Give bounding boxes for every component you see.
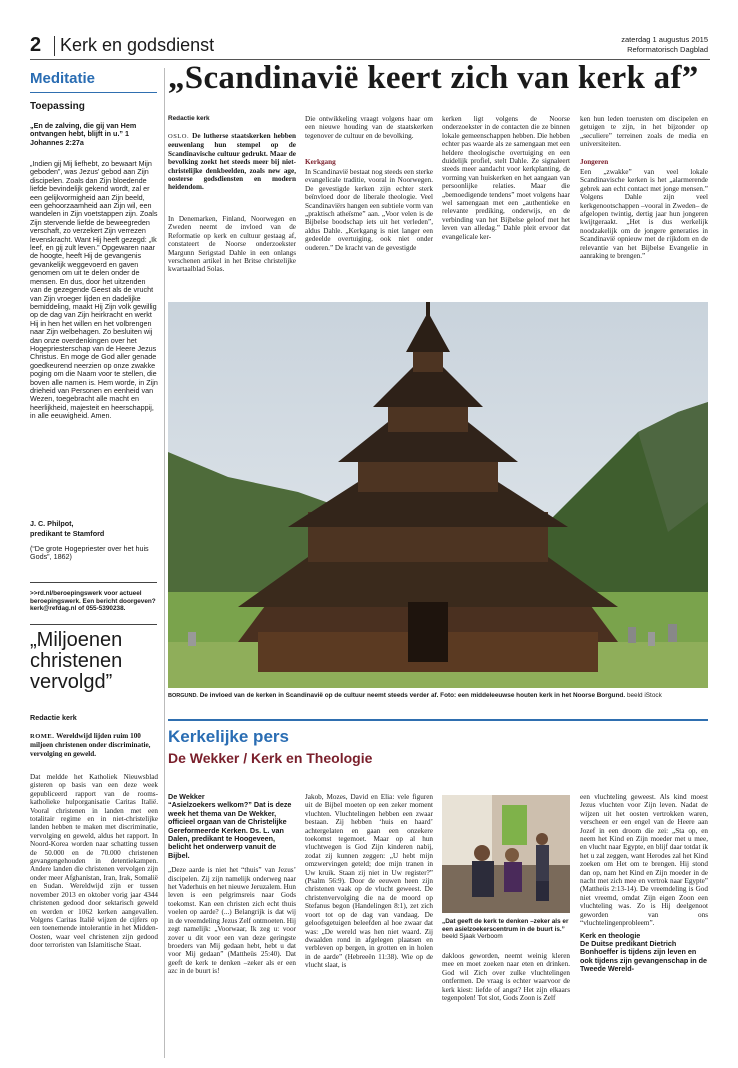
main-subhead-jongeren: Jongeren <box>580 158 609 166</box>
refugee-photo-credit: beeld Sjaak Verboom <box>442 933 503 941</box>
meditatie-author-role: predikant te Stamford <box>30 529 105 538</box>
notice-rule-bottom <box>30 624 157 625</box>
meditatie-source: (“De grote Hogepriester over het huis Gods”, 1862) <box>30 544 149 562</box>
refugee-family-illustration <box>442 795 570 913</box>
refugee-photo-caption: „Dat geeft de kerk te denken –zeker als er een asielzoekerscentrum in de buurt is.” <box>442 918 569 933</box>
main-headline: „Scandinavië keert zich van kerk af” <box>168 60 699 96</box>
newspaper-name: Reformatorisch Dagblad <box>627 45 708 54</box>
meditatie-author: J. C. Philpot, <box>30 519 74 528</box>
main-col2b: In Scandinavië bestaat nog steeds een sterke evangelicale traditie, vooral in Noorwegen. De gevestigde kerken zijn echter sterk beïnvloed door de liberale theologie. Veel Scandinaviërs hangen een subtiele vorm van „praktisch atheïsme” aan. „Voor velen is de Bijbelse boodschap iets uit het verleden”, aldus Dahle. „Kerkgang is niet langer een gedeelde overtuiging, ook niet onder ouderen.” De kracht van de gevestigde <box>305 168 433 252</box>
main-col1: In Denemarken, Finland, Noorwegen en Zweden neemt de invloed van de Reformatie op kerk en cultuur gestaag af, constateert de Noorse onderzoekster Margunn Serigstad Dahle in een onlangs verschenen artikel in het Britse christelijke kwartaalblad Solas. <box>168 215 296 274</box>
main-col3: kerken ligt volgens de Noorse onderzoekster in de contacten die ze binnen lokale gemeenschappen hebben. Die hebben echter pas waarde als ze samengaan met een heldere theologische overtuiging en een duidelijk profiel, stelt Dahle. Ze signaleert steeds meer aandacht voor kerkplanting, de vorming van huiskerken en het aangaan van persoonlijke relaties. Maar die „bemoedigende tendens” moet volgens haar wel samengaan met een „authentieke en relevante prediking, onderwijs, en de verbinding van het Bijbelse geloof met het leven van alledag.” Dahle pleit ervoor dat evangelicale ker- <box>442 115 570 241</box>
meditatie-label: Meditatie <box>30 70 96 87</box>
notice-rule-top <box>30 582 157 583</box>
meditatie-body: „Indien gij Mij liefhebt, zo bewaart Mijn geboden”, was Jezus’ gebod aan Zijn discipelen. Zoals dan Zijn bloedende liefde bevindelijk gekend wordt, zal er een gelijkvormigheid aan Zijn beeld, een gehoorzaamheid aan Zijn wil, een wandelen in Zijn voetstappen zijn. Zoals Zijn stervende liefde de beweegreden verschaft, zo verzekert Zijn verrezen levenskracht. Want Hij heeft gezegd: „Ik leef, en gij zult leven.” Opgewaren naar de hoogte, heeft Hij de gevangenis gevankelijk weggevoerd en gaven genomen om uit te delen onder de mensen. En dus, door het uitzenden van de gezegende Geest als de vrucht van Zijn vroeger lijden en dadelijke bemiddeling, maakt Hij Zijn volk gewillig op de dag van Zijn heirkracht en werkt Hij in hen het willen en het volbrengen naar Zijn welbehagen. Zo besluiten wij dan onze overdenkingen over het Hogepriesterschap van de Heere Jezus Christus. En moge de God aller genade goedkeurend neerzien op onze zwakke poging om die Naam voor te stellen, die boven alle namen is. Hem worde, in Zijn drieheid van Personen en eenheid van Wezen, toegebracht alle macht en heerlijkheid, majesteit en heerschappij, in alle eeuwigheid. Amen. <box>30 159 158 421</box>
main-subhead-kerkgang: Kerkgang <box>305 158 336 166</box>
press-col3: dakloos geworden, neemt weinig kleren mee en moet zoeken naar eten en drinken. God wil Zich over zulke vluchtelingen ontfermen. De vraag is echter waarvoor de kerk kiest: liefde of angst? Het zijn elkaars tegenpolen! Tot slot, Gods Zoon is Zelf <box>442 952 570 1003</box>
section-title: Kerk en godsdienst <box>60 35 215 55</box>
stave-church-illustration <box>168 302 708 688</box>
side-headline: „Miljoenen christenen vervolgd” <box>30 629 123 693</box>
wekker-label: De Wekker <box>168 792 205 801</box>
main-byline: Redactie kerk <box>168 115 210 122</box>
header-date: zaterdag 1 augustus 2015 <box>621 35 708 44</box>
column-divider <box>164 68 165 1058</box>
side-body: Dat meldde het Katholiek Nieuwsblad gisteren op basis van een deze week gepubliceerd rapport van de rooms-katholieke hulporganisatie Caritas Italië. Vooral christenen in landen met een totalitair regime en in niet-christelijke landen hebben te maken met discriminatie, vervolging en geweld, aldus het rapport. In Noord-Korea worden naar schatting tussen de 50.000 en de 70.000 christenen gevangengehouden in detentiekampen. Andere landen die christenen vervolgen zijn onder meer Afghanistan, Iran, Irak, Somalië en Sudan. Wereldwijd zijn er tussen november 2013 en oktober vorig jaar 4344 christenen gedood door sektarisch geweld en werden er 1062 kerken aangevallen. Volgens Caritas Italië wijzen de cijfers op een toenemende intolerantie in het Midden-Oosten, waar veel christenen zijn gedood door terroristen van Islamitische Staat. <box>30 773 158 950</box>
press-rule <box>168 719 708 721</box>
kerk-theologie-label: Kerk en theologie <box>580 930 641 940</box>
refugee-family-photo <box>442 795 570 913</box>
header-divider <box>54 36 55 56</box>
photo-credit: beeld iStock <box>626 692 662 699</box>
press-col2: Jakob, Mozes, David en Elia: vele figuren uit de Bijbel moeten op een zeker moment vluchten. Vluchtelingen hebben een zwaar bestaan. Zij hebben ‘huis en haard’ achtergelaten en gaan een onzekere toekomst tegemoet. Maar op al hun vluchtwegen is God Zijn kinderen nabij, zodat zij kunnen zeggen: „U hebt mijn omzwervingen geteld; doe mijn tranen in Uw kruik. Staan zij niet in Uw register?” (Psalm 56:9). Door de eeuwen heen zijn christenen vaak op de vlucht geweest. De christenvervolging die na de moord op Stefanus begon (Handelingen 8:1), zet zich voort tot op de dag van vandaag. De geloofsgetuigen beleefden al hoe zwaar dat was: „De wereld was hen niet waard. Zij dwaalden rond in afgelegen plaatsen en verbleven op bergen, in grotten en in holen in de aarde” (Hebreeën 11:38). Wie op de vlucht slaat, is <box>305 793 433 970</box>
page-number: 2 <box>30 34 42 56</box>
main-dateline: OSLO. <box>168 133 190 140</box>
meditatie-title: Toepassing <box>30 101 85 112</box>
press-title: Kerkelijke pers <box>168 727 289 746</box>
photo-caption: De invloed van de kerken in Scandinavië op de cultuur neemt steeds verder af. Foto: een middeleeuwse houten kerk in het Noorse Borgund. <box>199 692 626 699</box>
main-col2a: Die ontwikkeling vraagt volgens haar om een nieuwe houding van de staatskerken tegenover de cultuur en de bevolking. <box>305 115 433 140</box>
stave-church-photo <box>168 302 708 688</box>
side-lead: Wereldwijd lijden ruim 100 miljoen christenen onder discriminatie, vervolging en geweld. <box>30 732 151 758</box>
main-col4a: ken hun leden toerusten om discipelen en getuigen te zijn, in het bijzonder op „seculiere” terreinen zoals de media en universiteiten. <box>580 115 708 149</box>
side-byline: Redactie kerk <box>30 713 77 722</box>
press-col4: een vluchteling geweest. Als kind moest Jezus vluchten voor Zijn leven. Nadat de wijzen uit het oosten vertrokken waren, verscheen er een engel van de Heere aan Jozef in een droom die zei: „Sta op, en neem het Kind en Zijn moeder met u mee, en vlucht naar Egypte, en blijf daar totdat ik het u zal zeggen, want Herodes zal het Kind zoeken om Het om te brengen. Hij stond dan op, nam het Kind en Zijn moeder in de nacht met zich mee en vertrok naar Egypte” (Mattheüs 2:13-14). De vreemdeling is God niet vreemd, omdat Zijn eigen Zoon een vluchteling was. Zo is Hij deelgenoot geworden van ons “vluchtelingenprobleem”. <box>580 793 708 928</box>
photo-caption-label: BORGUND. <box>168 693 198 699</box>
main-col4b: Een „zwakke” van veel lokale Scandinavische kerken is het „alarmerende gebrek aan echt contact met jonge mensen.” Volgens Dahle zijn veel kerkgenootschappen –vooral in Zweden– de afgelopen twintig, dertig jaar hun jongeren kwijtgeraakt. „Het is dus werkelijk noodzakelijk om de jongere generaties in Scandinavië opnieuw met de rijkdom en de relevantie van het Bijbelse Evangelie in aanraking te brengen.” <box>580 168 708 261</box>
beroepingswerk-notice[interactable]: >>rd.nl/beroepingswerk voor actueel beroepingswerk. Een bericht doorgeven? kerk@refdag.nl of 055-5390238. <box>30 590 156 613</box>
kerk-theologie-lead: De Duitse predikant Dietrich Bonhoeffer is tijdens zijn leven en ook tijdens zijn gevangenschap in de Tweede Wereld- <box>580 938 708 974</box>
meditatie-rule <box>30 92 157 93</box>
wekker-lead: “Asielzoekers welkom?” Dat is deze week het thema van De Wekker, officieel orgaan van de Christelijke Gereformeerde Kerken. Ds. L. van Dalen, predikant te Hoogeveen, belicht het onderwerp vanuit de Bijbel. <box>168 800 292 860</box>
press-subtitle: De Wekker / Kerk en Theologie <box>168 750 373 766</box>
meditatie-verse: „En de zalving, die gij van Hem ontvangen hebt, blijft in u.” 1 Johannes 2:27a <box>30 121 137 147</box>
main-lead: De lutherse staatskerken hebben eeuwenlang hun stempel op de Scandinavische cultuur gedrukt. Maar de bevolking zoekt het steeds meer bij niet-christelijke denkbeelden, zoals new age, oosterse godsdiensten en modern heidendom. <box>168 132 296 192</box>
wekker-body: „Deze aarde is niet het “thuis” van Jezus’ discipelen. Zij zijn namelijk onderweg naar het Vaderhuis en het nieuwe Jeruzalem. Hun leven is een pelgrimsreis naar Gods toekomst. Kan een christen zich echt thuis voelen op aarde? (...) Belangrijk is dat wij in de vreemdeling Jezus Zelf ontmoeten. Hij zegt namelijk: „Voorwaar, Ik zeg u: voor zover u dit voor een van deze geringste broeders van Mij gedaan hebt, hebt u dat voor Mij gedaan” (Mattheüs 25:40). Dat geeft de kerk te denken –zeker als er een azc in de buurt is! <box>168 866 296 976</box>
side-dateline: ROME. <box>30 733 55 740</box>
